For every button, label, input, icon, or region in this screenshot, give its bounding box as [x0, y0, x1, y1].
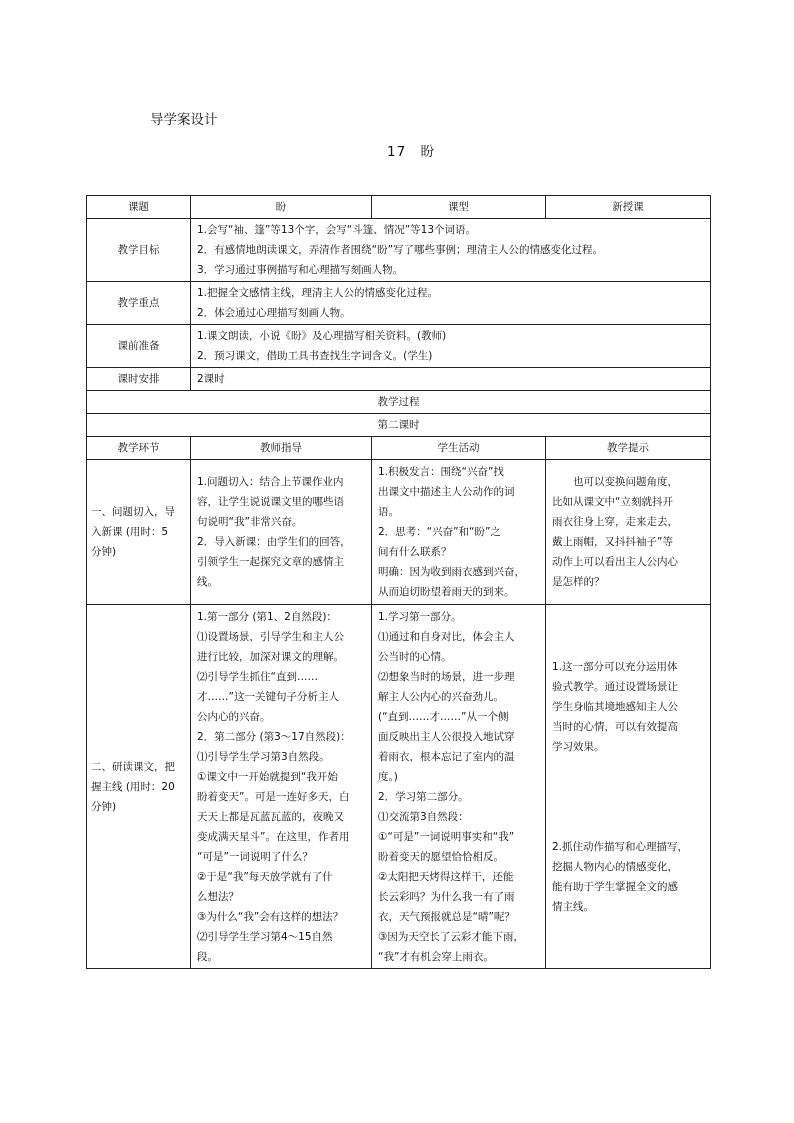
stage-label: 一、问题切入，导 入新课 (用时：5 分钟): [87, 460, 191, 605]
goals-row: [87, 219, 711, 282]
goal-item: 1.会写“袖、篷”等13个字，会写“斗篷、情况”等13个词语。: [197, 224, 476, 236]
teaching-tips: 1.这一部分可以充分运用体 验式教学。通过设置场景让 学生身临其境地感知主人公 当时的心情，可以有效提高 学习效果。 2.抓住动作描写和心理描写， 挖掘人物内心的情感变化， 能有助于学生掌握全文的感 情主线。: [546, 605, 711, 969]
prep-label: 课前准备: [87, 325, 191, 368]
type-value: 新授课: [546, 196, 711, 219]
lesson-plan-table: [86, 195, 711, 969]
teaching-tips: 也可以变换问题角度， 比如从课文中“立刻就抖开 雨衣往身上穿，走来走去， 戴上雨帽，又抖抖袖子”等 动作上可以看出主人公内心 是怎样的？: [546, 460, 711, 605]
prep-item: 1.课文朗读，小说《盼》及心理描写相关资料。(教师): [197, 330, 447, 342]
schedule-row: [87, 368, 711, 391]
prep-item: 2．预习课文，借助工具书查找生字词含义。(学生): [197, 350, 433, 362]
stage-label: 二、研读课文，把 握主线 (用时：20 分钟): [87, 605, 191, 969]
keypoints-row: [87, 282, 711, 325]
column-header: 学生活动: [372, 437, 546, 460]
student-activity: 1.积极发言：围绕“兴奋”找 出课文中描述主人公动作的词 语。 2．思考：“兴奋”和“盼”之 间有什么联系？ 明确：因为收到雨衣感到兴奋， 从而迫切盼望着雨天的到来。: [372, 460, 546, 605]
session-row: [87, 414, 711, 437]
keypoint-item: 1.把握全文感情主线，理清主人公的情感变化过程。: [197, 287, 439, 299]
lesson-title: 17 盼: [387, 144, 436, 160]
process-title: 教学过程: [87, 391, 711, 414]
teacher-guidance: 1.问题切入：结合上节课作业内 容，让学生说说课文里的哪些语 句说明“我”非常兴奋。 2．导入新课：由学生们的回答， 引领学生一起探究文章的感情主 线。: [191, 460, 372, 605]
goals-label: 教学目标: [87, 219, 191, 282]
column-header: 教学提示: [546, 437, 711, 460]
process-title-row: [87, 391, 711, 414]
goals-content: [191, 219, 711, 282]
student-activity: 1.学习第一部分。 ⑴通过和自身对比，体会主人 公当时的心情。 ⑵想象当时的场景，进一步理 解主人公内心的兴奋劲儿。 (“直到……才……”从一个侧 面反映出主人公很投入地试穿 着雨衣，根本忘记了室内的温 度。) 2．学习第二部分。 ⑴交流第3自然段： ①“可是”一词说明事实和“我” 盼着变天的愿望恰恰相反。 ②太阳把天烤得这样干，还能 长云彩吗？为什么我一有了雨 衣，天气预报就总是“晴”呢？ ③因为天空长了云彩才能下雨， “我”才有机会穿上雨衣。: [372, 605, 546, 969]
process-header-row: [87, 437, 711, 460]
goal-item: 3．学习通过事例描写和心理描写刻画人物。: [197, 264, 404, 276]
keypoints-content: [191, 282, 711, 325]
session-title: 第二课时: [87, 414, 711, 437]
stage-row-intro: [87, 460, 711, 605]
teacher-guidance: 1.第一部分 (第1、2自然段)： ⑴设置场景，引导学生和主人公 进行比较，加深对课文的理解。 ⑵引导学生抓住“直到…… 才……”这一关键句子分析主人 公内心的兴奋。 2．第二部分 (第3～17自然段)： ⑴引导学生学习第3自然段。 ①课文中一开始就提到“我开始 盼着变天”。可是一连好多天，白 天天上都是瓦蓝瓦蓝的，夜晚又 变成满天星斗”。在这里，作者用 “可是”一词说明了什么？ ②于是“我”每天放学就有了什 么想法？ ③为什么“我”会有这样的想法？ ⑵引导学生学习第4～15自然 段。: [191, 605, 372, 969]
topic-row: [87, 196, 711, 219]
prep-content: [191, 325, 711, 368]
stage-row-study: [87, 605, 711, 969]
topic-label: 课题: [87, 196, 191, 219]
column-header: 教师指导: [191, 437, 372, 460]
column-header: 教学环节: [87, 437, 191, 460]
prep-row: [87, 325, 711, 368]
type-label: 课型: [372, 196, 546, 219]
keypoints-label: 教学重点: [87, 282, 191, 325]
goal-item: 2．有感情地朗读课文，弄清作者围绕“盼”写了哪些事例；理清主人公的情感变化过程。: [197, 244, 604, 256]
topic-value: 盼: [191, 196, 372, 219]
schedule-value: 2课时: [191, 368, 711, 391]
schedule-label: 课时安排: [87, 368, 191, 391]
document-title: 导学案设计: [150, 112, 218, 128]
keypoint-item: 2．体会通过心理描写刻画人物。: [197, 307, 351, 319]
